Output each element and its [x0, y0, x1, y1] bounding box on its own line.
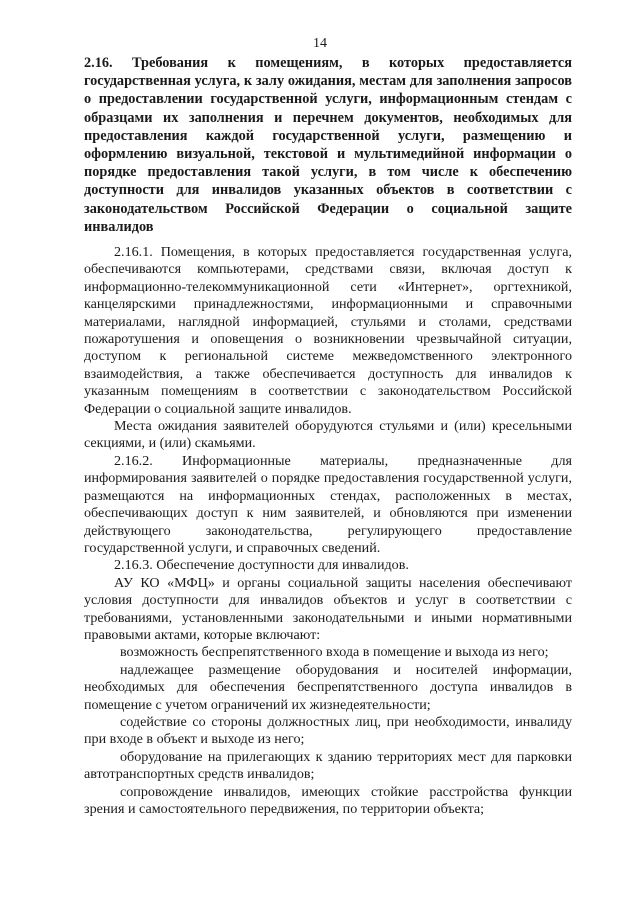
list-item: сопровождение инвалидов, имеющих стойкие расстройства функции зрения и самостоятельного передвижения, по территории объекта; — [84, 783, 572, 817]
paragraph-2-16-2: 2.16.2. Информационные материалы, предназначенные для информирования заявителей о порядке предоставления государственной услуги, размещаются на информационных стендах, расположенных в местах, обеспечивающих доступ к ним заявителей, и обновляются при изменении действующего законодательства, регулирующего предоставление государственной услуги, и справочных сведений. — [84, 452, 572, 556]
list-item: надлежащее размещение оборудования и носителей информации, необходимых для обеспечения беспрепятственного доступа инвалидов в помещение с учетом ограничений их жизнедеятельности; — [84, 661, 572, 713]
paragraph-2-16-3: 2.16.3. Обеспечение доступности для инвалидов. — [114, 557, 409, 574]
section-heading: 2.16. Требования к помещениям, в которых предоставляется государственная услуга, к залу ожидания, местам для заполнения запросов о предоставлении государственной услуги, информационным стендам с образцами их заполнения и перечнем документов, необходимых для предоставления каждой государственной услуги, размещению и оформлению визуальной, текстовой и мультимедийной информации о порядке предоставления такой услуги, в том числе к обеспечению доступности для инвалидов указанных объектов в соответствии с законодательством Российской Федерации о социальной защите инвалидов — [84, 55, 572, 235]
paragraph-2-16-1: 2.16.1. Помещения, в которых предоставляется государственная услуга, обеспечиваются компьютерами, средствами связи, включая доступ к информационно-телекоммуникационной сети «Интернет», оргтехникой, канцелярскими принадлежностями, информационными и справочными материалами, наглядной информацией, стульями и столами, средствами пожаротушения и оповещения о возникновении чрезвычайной ситуации, доступом к региональной системе межведомственного электронного взаимодействия, а также обеспечивается доступность для инвалидов к указанным помещениям в соответствии с законодательством Российской Федерации о социальной защите инвалидов. — [84, 244, 572, 417]
paragraph-waiting-areas: Места ожидания заявителей оборудуются стульями и (или) кресельными секциями, и (или) скамьями. — [84, 418, 572, 452]
document-body — [84, 244, 572, 818]
page-number: 14 — [313, 36, 327, 51]
list-item: содействие со стороны должностных лиц, при необходимости, инвалиду при входе в объект и выходе из него; — [84, 713, 572, 748]
paragraph-accessibility-conditions: АУ КО «МФЦ» и органы социальной защиты населения обеспечивают условия доступности для инвалидов объектов и услуг в соответствии с требованиями, установленными законодательными и иными нормативными правовыми актами, которые включают: — [84, 574, 572, 643]
list-item: оборудование на прилегающих к зданию территориях мест для парковки автотранспортных средств инвалидов; — [84, 748, 572, 783]
list-item: возможность беспрепятственного входа в помещение и выхода из него; — [120, 644, 549, 661]
